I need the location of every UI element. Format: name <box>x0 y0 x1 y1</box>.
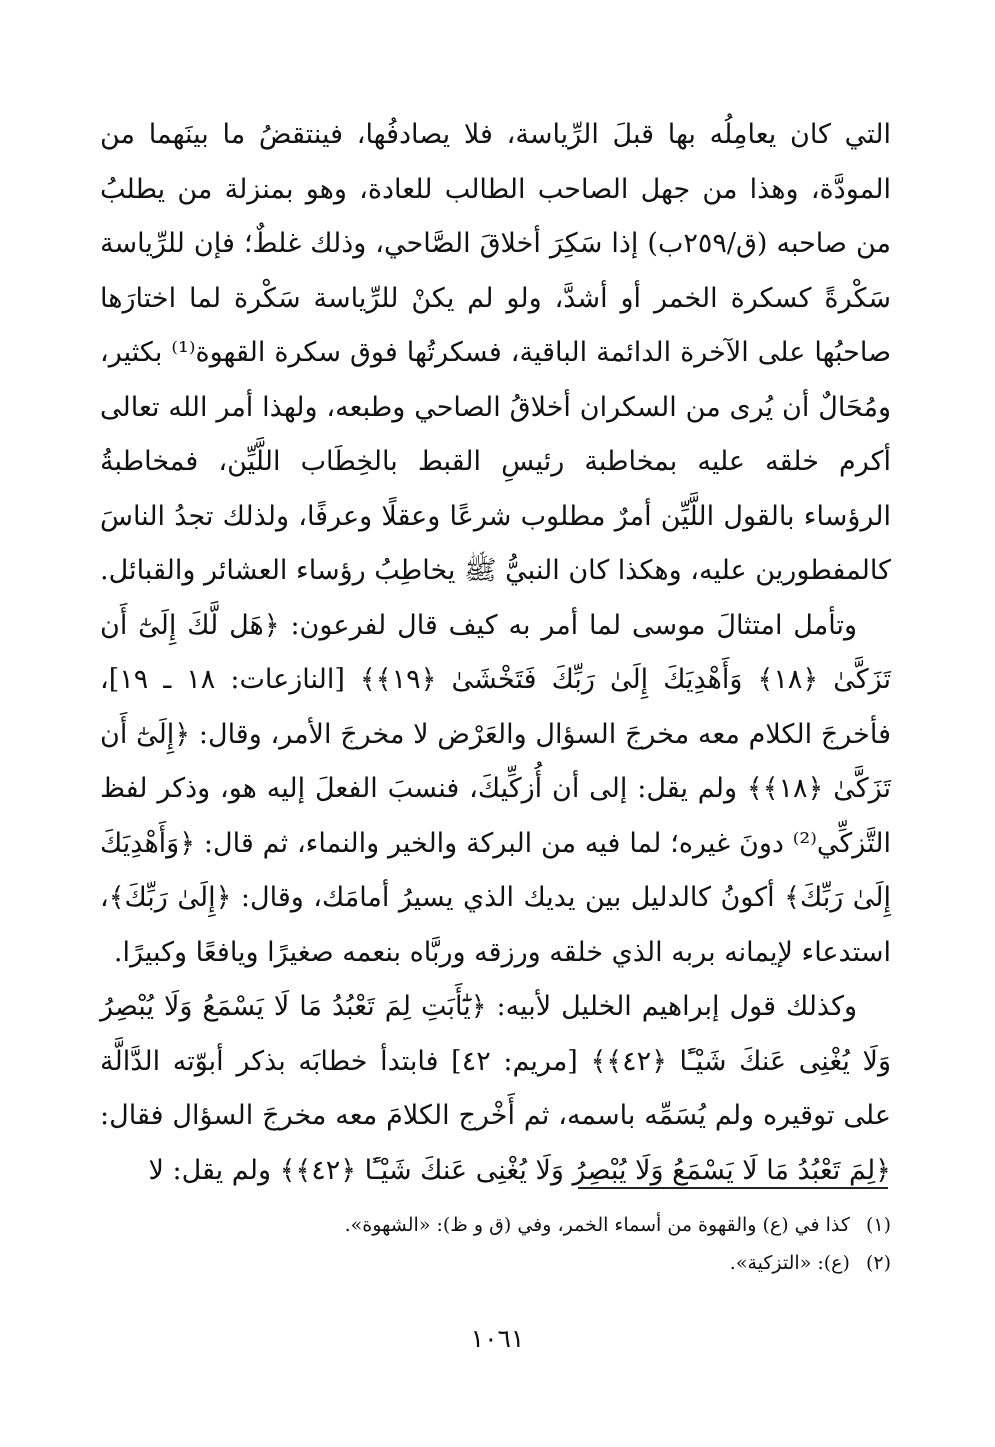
paragraph <box>100 108 891 599</box>
text-line: المودَّة، وهذا من جهل الصاحب الطالب للعادة، وهو بمنزلة من <box>177 173 891 205</box>
text-line: بالخِطَاب اللَّيِّن، فمخاطبةُ الرؤساء بالقول اللَّيِّن أمرٌ مطلوب شرعًا <box>100 446 891 532</box>
text-line: رَبِّكَ﴾ أكونُ كالدليل بين يديك الذي يسيرُ أمامَك، وقال: ﴿إِلَىٰ رَبِّكَ﴾، <box>100 882 844 913</box>
text-line: وتأمل امتثالَ موسى لما أمر به كيف قال لفرعون: ﴿هَل لَّكَ إِلَىٰٓ أَن <box>100 609 857 641</box>
text-line: يُبْصِرُ وَلَا يُغْنِى عَنكَ شَيْـًٔا ﴿٤٢﴾﴾ [مريم: ٤٢] فابتدأ خطابَه بذكر أبوّته الدَّالَّة <box>100 991 891 1077</box>
text-line: ولم يقل: إلى أن أُزكِّيكَ، فنسبَ الفعلَ إليه هو، وذكر لفظ التَّزكِّي⁽²⁾ <box>100 773 891 859</box>
main-text <box>100 108 891 1198</box>
text-line: التي كان يعامِلُه بها قبلَ الرِّياسة، فلا يصادفُها، فينتقضُ ما بينَهما من <box>100 119 891 150</box>
footnote-1 <box>100 1206 891 1244</box>
text-line: وكذلك قول إبراهيم الخليل لأبيه: ﴿يَٰٓأَبَتِ لِمَ تَعْبُدُ مَا لَا يَسْمَعُ وَلَا <box>163 991 857 1022</box>
footnotes <box>100 1206 891 1282</box>
page-number: ١٠٦١ <box>470 1324 525 1353</box>
footnote-text: كذا في (ع) والقهوة من أسماء الخمر، وفي (ق و ظ): «الشهوة». <box>344 1214 850 1236</box>
text-line: تَزَكَّىٰ ﴿١٨﴾ وَأَهْدِيَكَ إِلَىٰ رَبِّكَ فَتَخْشَىٰ ﴿١٩﴾﴾ [النازعات: ١٨ ـ ١٩]، فأخرجَ الكلام <box>100 664 891 750</box>
text-line: وعقلًا وعرفًا، ولذلك تجدُ الناسَ كالمفطورين عليه، وهكذا كان <box>100 500 891 586</box>
text-line: على توقيره ولم يُسَمِّه باسمه، ثم أَخْرج الكلامَ معه مخرجَ السؤال <box>172 1100 891 1131</box>
footnote-separator <box>578 1187 888 1189</box>
text-line: فإن للرِّياسة سَكْرةً كسكرة الخمر أو أشدَّ، ولو لم يكنْ للرِّياسة سَكْرة <box>100 228 891 314</box>
text-line: دونَ غيره؛ لما فيه من البركة والخير والنماء، ثم قال: ﴿وَأَهْدِيَكَ إِلَىٰ <box>100 827 891 913</box>
text-line: استدعاء لإيمانه بربه الذي خلقه ورزقه وربَّاه بنعمه صغيرًا ويافعًا وكبيرًا. <box>113 936 891 968</box>
footnote-text: (ع): «التزكية». <box>729 1252 850 1274</box>
text-line: وطبعه، ولهذا أمر الله تعالى أكرم خلقه عليه بمخاطبة رئيسِ القبط <box>100 391 891 477</box>
paragraph <box>100 980 891 1198</box>
footnote-number: (٢) <box>865 1252 891 1274</box>
text-line: معه مخرجَ السؤال والعَرْض لا مخرجَ الأمر، وقال: ﴿إِلَىٰٓ أَن تَزَكَّىٰ ﴿١٨﴾﴾ <box>100 718 891 804</box>
text-line: لما اختارَها صاحبُها على الآخرة الدائمة الباقية، فسكرتُها فوق سكرة <box>100 282 891 368</box>
text-line: يطلبُ من صاحبه (ق/٢٥٩ب) إذا سَكِرَ أخلاقَ الصَّاحي، وذلك غلطٌ؛ <box>100 173 891 259</box>
paragraph <box>100 599 891 981</box>
footnote-number: (١) <box>865 1214 891 1236</box>
footnote-2 <box>100 1244 891 1282</box>
text-line: فقال: ﴿لِمَ تَعْبُدُ مَا لَا يَسْمَعُ وَلَا يُبْصِرُ وَلَا يُغْنِى عَنكَ شَيْـًٔا ﴿٤٢﴾﴾ ولم يقل: لا <box>100 1100 891 1186</box>
text-line: النبيُّ ﷺ يخاطِبُ رؤساء العشائر والقبائل. <box>100 555 560 586</box>
text-line: القهوة⁽¹⁾ بكثير، ومُحَالٌ أن يُرى من السكران أخلاقُ الصاحي <box>100 337 891 423</box>
